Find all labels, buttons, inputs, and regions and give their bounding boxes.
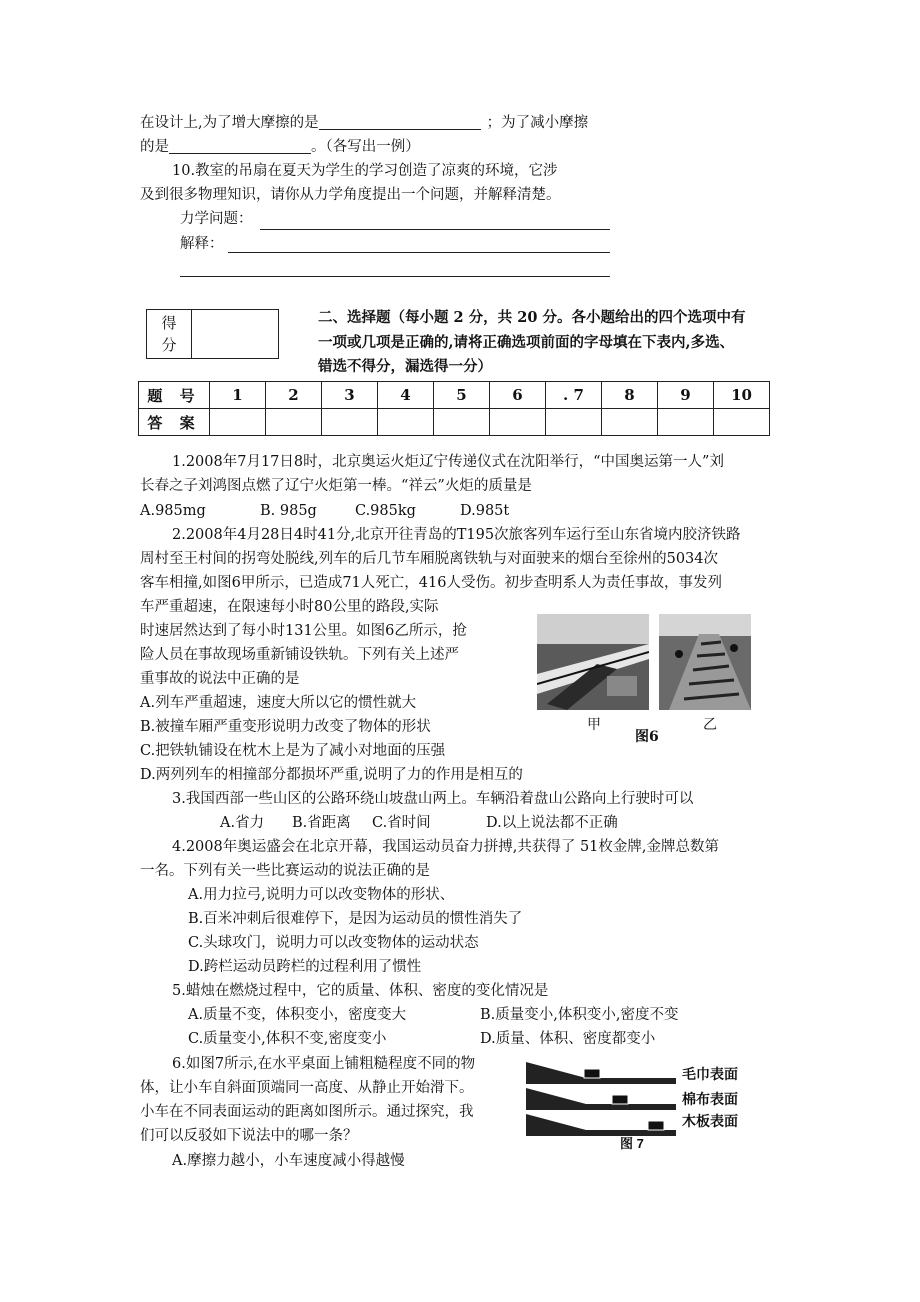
q2-line4: 车严重超速，在限速每小时80公里的路段,实际 <box>140 599 439 615</box>
q10-explain-line-1[interactable] <box>228 252 610 253</box>
q3-option-b: B.省距离 <box>292 815 351 831</box>
answer-cell[interactable] <box>714 409 770 436</box>
q4-option-c: C.头球攻门，说明力可以改变物体的运动状态 <box>188 935 479 951</box>
question-number: 3 <box>322 382 378 409</box>
q1-line1: 1.2008年7月17日8时，北京奥运火炬辽宁传递仪式在沈阳举行，“中国奥运第一人”刘 <box>172 454 724 470</box>
q10-explain-label: 解释： <box>180 236 224 252</box>
score-label: 得 分 <box>147 310 192 359</box>
q4-option-b: B.百米冲刺后很难停下，是因为运动员的惯性消失了 <box>188 911 523 927</box>
q2-option-a: A.列车严重超速，速度大所以它的惯性就大 <box>140 695 417 711</box>
q4-line2: 一名。下列有关一些比赛运动的说法正确的是 <box>140 863 430 879</box>
answer-cell[interactable] <box>602 409 658 436</box>
question-number: 6 <box>490 382 546 409</box>
figure-6 <box>535 612 755 752</box>
answer-table-answer-row <box>139 409 770 436</box>
q5-option-c: C.质量变小,体积不变,密度变小 <box>188 1031 387 1047</box>
score-box <box>146 309 279 359</box>
answer-cell[interactable] <box>378 409 434 436</box>
q4-line1: 4.2008年奥运盛会在北京开幕，我国运动员奋力拼搏,共获得了 51枚金牌,金牌总数第 <box>172 839 720 855</box>
q3-option-a: A.省力 <box>220 815 265 831</box>
q4-option-a: A.用力拉弓,说明力可以改变物体的形状、 <box>188 887 455 903</box>
cart-3 <box>648 1121 664 1130</box>
q6-line3: 小车在不同表面运动的距离如图所示。通过探究，我 <box>140 1104 474 1120</box>
answer-cell[interactable] <box>266 409 322 436</box>
score-field[interactable] <box>192 310 279 359</box>
q6-option-a: A.摩擦力越小，小车速度减小得越慢 <box>172 1153 405 1169</box>
q10-explain-line-2[interactable] <box>180 276 610 277</box>
answer-blank[interactable] <box>319 113 481 130</box>
q2-line7: 重事故的说法中正确的是 <box>140 671 300 687</box>
q1-line2: 长春之子刘鸿图点燃了辽宁火炬第一棒。“祥云”火炬的质量是 <box>140 478 532 494</box>
q2-line5: 时速居然达到了每小时131公里。如图6乙所示，抢 <box>140 623 467 639</box>
q1-option-a: A.985mg <box>140 503 206 519</box>
answer-cell[interactable] <box>210 409 266 436</box>
question-number: 4 <box>378 382 434 409</box>
figure-7 <box>526 1058 756 1158</box>
question-number: 8 <box>602 382 658 409</box>
q2-line1: 2.2008年4月28日4时41分,北京开往青岛的T195次旅客列车运行至山东省境内胶济铁路 <box>172 527 741 543</box>
figure-7-inclines <box>526 1058 676 1138</box>
answer-cell[interactable] <box>546 409 602 436</box>
q5-line1: 5.蜡烛在燃烧过程中，它的质量、体积、密度的变化情况是 <box>172 983 549 999</box>
q6-line2: 体，让小车自斜面顶端同一高度、从静止开始滑下。 <box>140 1080 474 1096</box>
question-number: 9 <box>658 382 714 409</box>
surface-label-towel: 毛巾表面 <box>682 1066 738 1082</box>
figure-7-caption: 图 7 <box>620 1136 644 1151</box>
q1-option-d: D.985t <box>460 503 510 519</box>
q2-line2: 周村至王村间的拐弯处脱线,列车的后几节车厢脱离铁轨与对面驶来的烟台至徐州的5034次 <box>140 551 719 567</box>
q10-question-label: 力学问题： <box>180 211 253 227</box>
q2-option-d: D.两列列车的相撞部分都损坏严重,说明了力的作用是相互的 <box>140 767 523 783</box>
q3-option-d: D.以上说法都不正确 <box>486 815 618 831</box>
q6-line1: 6.如图7所示,在水平桌面上铺粗糙程度不同的物 <box>172 1056 476 1072</box>
answer-cell[interactable] <box>658 409 714 436</box>
q1-option-b: B. 985g <box>260 503 317 519</box>
surface-label-wood: 木板表面 <box>682 1113 738 1129</box>
q6-line4: 们可以反驳如下说法中的哪一条？ <box>140 1128 358 1144</box>
q10-line1: 10.教室的吊扇在夏天为学生的学习创造了凉爽的环境，它涉 <box>172 163 558 179</box>
figure-6-photo-a <box>537 614 649 710</box>
section2-line1: 二、选择题（每小题 2 分，共 20 分。各小题给出的四个选项中有 <box>318 309 746 326</box>
figure-6-label-b: 乙 <box>703 717 717 733</box>
q5-option-b: B.质量变小,体积变小,密度不变 <box>480 1007 679 1023</box>
row-header-answer: 答 案 <box>139 409 210 436</box>
figure-6-label-a: 甲 <box>587 717 601 733</box>
q10-question-line[interactable] <box>260 229 610 230</box>
q2-option-b: B.被撞车厢严重变形说明力改变了物体的形状 <box>140 719 431 735</box>
q3-line1: 3.我国西部一些山区的公路环绕山坡盘山两上。车辆沿着盘山公路向上行驶时可以 <box>172 791 694 807</box>
q9-line1: 在设计上,为了增大摩擦的是 ；为了减小摩擦 <box>140 115 589 131</box>
surface-label-cotton: 棉布表面 <box>682 1091 738 1107</box>
q5-option-a: A.质量不变，体积变小，密度变大 <box>188 1007 407 1023</box>
q5-option-d: D.质量、体积、密度都变小 <box>480 1031 656 1047</box>
answer-cell[interactable] <box>434 409 490 436</box>
q4-option-d: D.跨栏运动员跨栏的过程利用了惯性 <box>188 959 422 975</box>
figure-6-photo-b <box>659 614 751 710</box>
answer-blank[interactable] <box>169 137 311 154</box>
section2-line3: 错选不得分，漏选得一分） <box>318 358 492 375</box>
q9-line2: 的是 。（各写出一例） <box>140 139 420 155</box>
question-number: 5 <box>434 382 490 409</box>
q2-option-c: C.把铁轨铺设在枕木上是为了减小对地面的压强 <box>140 743 446 759</box>
cart-1 <box>584 1069 600 1078</box>
q3-option-c: C.省时间 <box>372 815 431 831</box>
row-header-number: 题 号 <box>139 382 210 409</box>
answer-table-number-row <box>139 382 770 409</box>
question-number: 2 <box>266 382 322 409</box>
q1-option-c: C.985kg <box>355 503 416 519</box>
q2-line6: 险人员在事故现场重新铺设铁轨。下列有关上述严 <box>140 647 459 663</box>
q10-line2: 及到很多物理知识，请你从力学角度提出一个问题，并解释清楚。 <box>140 187 561 203</box>
answer-cell[interactable] <box>322 409 378 436</box>
section2-line2: 一项或几项是正确的,请将正确选项前面的字母填在下表内,多选、 <box>318 334 735 351</box>
answer-cell[interactable] <box>490 409 546 436</box>
answer-table <box>138 381 770 436</box>
q2-line3: 客车相撞,如图6甲所示，已造成71人死亡，416人受伤。初步查明系人为责任事故，事发列 <box>140 575 722 591</box>
question-number: 10 <box>714 382 770 409</box>
question-number: . 7 <box>546 382 602 409</box>
question-number: 1 <box>210 382 266 409</box>
figure-6-caption: 图6 <box>635 729 659 745</box>
cart-2 <box>612 1095 628 1104</box>
